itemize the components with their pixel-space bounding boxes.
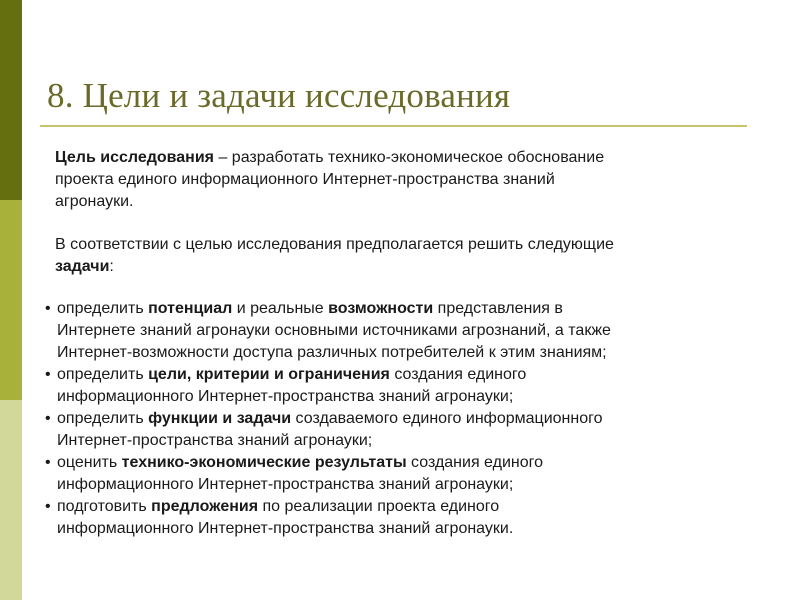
goal-line-1 bbox=[55, 147, 770, 169]
bullet-icon: • bbox=[45, 498, 51, 515]
item-text: создания единого bbox=[406, 454, 543, 471]
research-goal-paragraph bbox=[55, 147, 770, 213]
list-item bbox=[45, 298, 795, 364]
sidebar-accent bbox=[0, 0, 22, 600]
bullet-icon: • bbox=[45, 454, 51, 471]
item-text: определить bbox=[57, 300, 149, 317]
slide-title: 8. Цели и задачи исследования bbox=[47, 76, 511, 115]
item-text: подготовить bbox=[57, 498, 152, 515]
tasks-intro-paragraph bbox=[55, 234, 770, 278]
item-text: создания единого bbox=[389, 366, 527, 383]
item-line-1 bbox=[57, 408, 795, 430]
list-item bbox=[45, 496, 795, 540]
item-line-1 bbox=[57, 298, 795, 320]
bullet-icon: • bbox=[45, 366, 51, 383]
item-text: создаваемого единого информационного bbox=[291, 410, 603, 427]
item-line-2: Интернете знаний агронауки основными источниками агрознаний, а также bbox=[57, 322, 611, 339]
sidebar-block-light bbox=[0, 400, 22, 600]
item-bold: функции и задачи bbox=[148, 410, 292, 427]
item-line-2: Интернет-пространства знаний агронауки; bbox=[57, 432, 373, 449]
bullet-icon: • bbox=[45, 410, 51, 427]
item-text: определить bbox=[57, 410, 149, 427]
item-bold: предложения bbox=[151, 498, 259, 515]
list-item bbox=[45, 364, 795, 408]
goal-text-1: – разработать технико-экономическое обоснование bbox=[214, 149, 605, 166]
title-underline bbox=[40, 125, 747, 127]
item-bold: технико-экономические результаты bbox=[121, 454, 407, 471]
goal-line-2: проекта единого информационного Интернет-пространства знаний bbox=[55, 171, 555, 188]
item-line-2: информационного Интернет-пространства знаний агронауки; bbox=[57, 388, 514, 405]
tasks-colon: : bbox=[109, 258, 114, 275]
tasks-intro-line-2 bbox=[55, 256, 770, 278]
item-line-1 bbox=[57, 364, 795, 386]
item-line-1 bbox=[57, 452, 795, 474]
list-item bbox=[45, 408, 795, 452]
item-text: оценить bbox=[57, 454, 122, 471]
list-item bbox=[45, 452, 795, 496]
item-line-3: Интернет-возможности доступа различных потребителей к этим знаниям; bbox=[57, 344, 607, 361]
item-bold: потенциал bbox=[148, 300, 233, 317]
item-line-2: информационного Интернет-пространства знаний агронауки. bbox=[57, 520, 514, 537]
item-text: представления в bbox=[433, 300, 563, 317]
goal-line-3: агронауки. bbox=[55, 193, 134, 210]
bullet-icon: • bbox=[45, 300, 51, 317]
item-bold: цели, критерии и ограничения bbox=[148, 366, 390, 383]
item-text: определить bbox=[57, 366, 149, 383]
tasks-list bbox=[45, 298, 795, 540]
item-line-1 bbox=[57, 496, 795, 518]
goal-label: Цель исследования bbox=[55, 149, 214, 166]
item-bold: возможности bbox=[328, 300, 434, 317]
item-line-2: информационного Интернет-пространства знаний агронауки; bbox=[57, 476, 514, 493]
tasks-intro-line-1: В соответствии с целью исследования предполагается решить следующие bbox=[55, 236, 614, 253]
tasks-label: задачи bbox=[55, 258, 110, 275]
sidebar-block-dark bbox=[0, 0, 22, 200]
item-text: по реализации проекта единого bbox=[258, 498, 500, 515]
sidebar-block-mid bbox=[0, 200, 22, 400]
item-text: и реальные bbox=[232, 300, 329, 317]
